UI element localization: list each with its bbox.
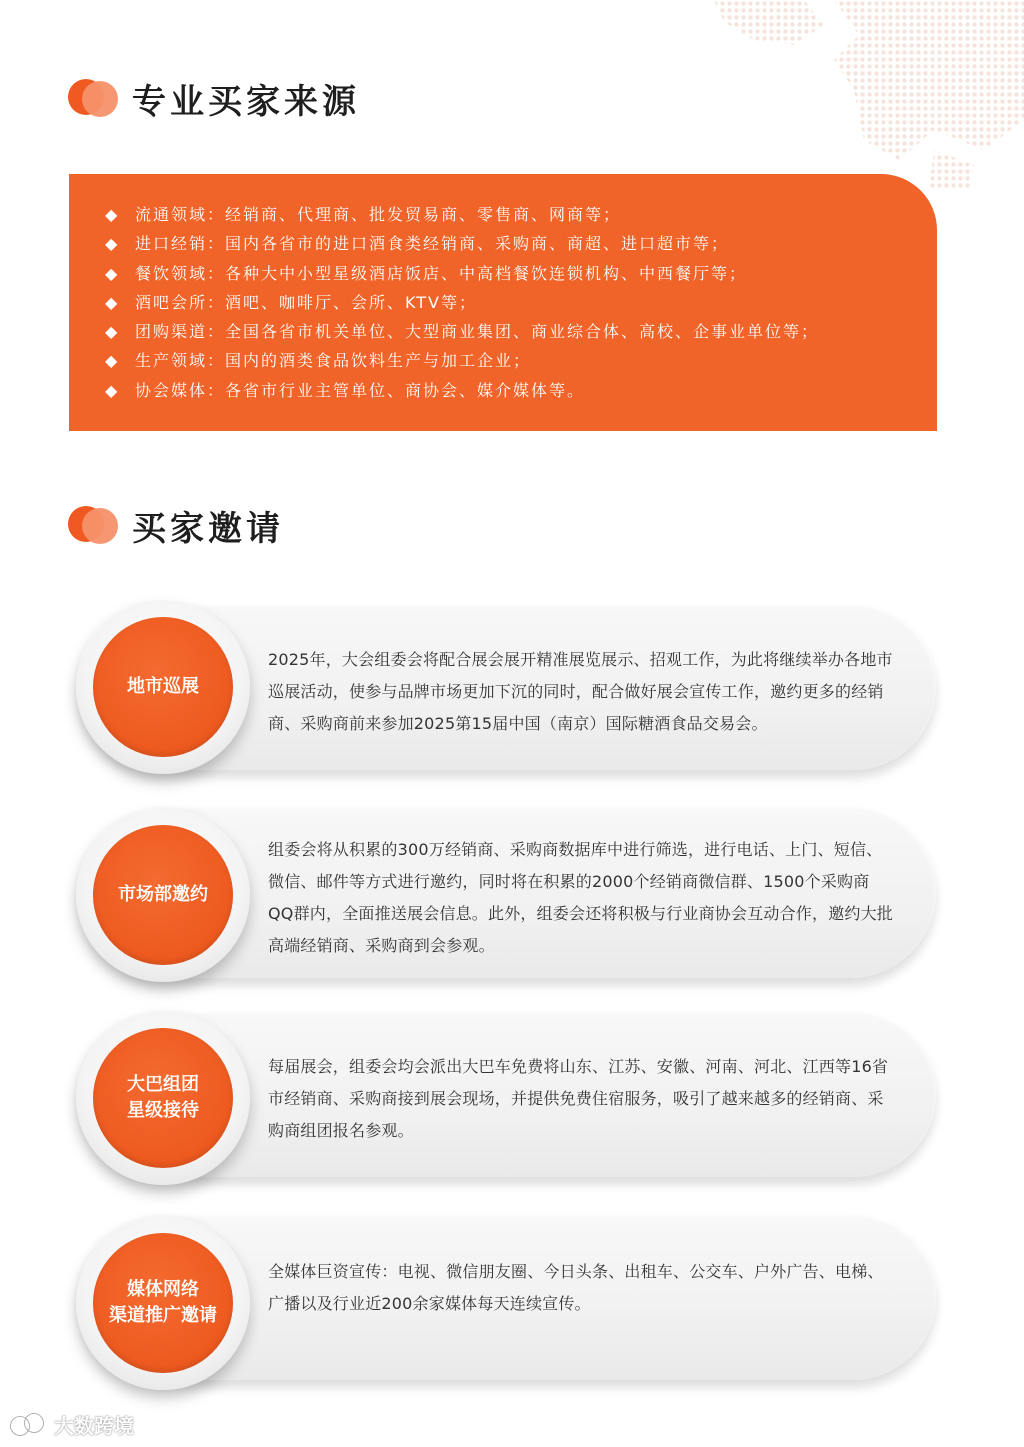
buyer-sources-panel <box>69 174 937 431</box>
section-dots-icon <box>68 75 120 121</box>
invite-card-bus-group-reception <box>70 1011 936 1177</box>
badge-circle <box>93 1028 233 1168</box>
diamond-bullet-icon: ◆ <box>105 380 120 400</box>
watermark <box>10 1410 134 1439</box>
list-item: ◆ 协会媒体：各省市行业主管单位、商协会、媒介媒体等。 <box>135 376 937 405</box>
badge-ring <box>76 600 250 774</box>
badge-circle <box>93 825 233 965</box>
card-description: 组委会将从积累的300万经销商、采购商数据库中进行筛选，进行电话、上门、短信、微信、邮件等方式进行邀约，同时将在积累的2000个经销商微信群、1500个采购商QQ群内，全面推送展会信息。此外，组委会还将积极与行业商协会互动合作，邀约大批高端经销商、采购商到会参观。 <box>268 840 893 955</box>
diamond-bullet-icon: ◆ <box>105 351 120 371</box>
buyer-sources-list <box>69 174 937 405</box>
badge-label: 市场部邀约 <box>118 884 208 905</box>
list-item: ◆ 进口经销：国内各省市的进口酒食类经销商、采购商、商超、进口超市等； <box>135 229 937 258</box>
invite-card-marketing-invitation <box>70 806 936 978</box>
list-item: ◆ 酒吧会所：酒吧、咖啡厅、会所、KTV等； <box>135 288 937 317</box>
diamond-bullet-icon: ◆ <box>105 263 120 283</box>
section-header-buyer-sources <box>68 68 360 128</box>
badge-ring <box>76 808 250 982</box>
list-item: ◆ 流通领域：经销商、代理商、批发贸易商、零售商、网商等； <box>135 200 937 229</box>
card-description: 2025年，大会组委会将配合展会展开精准展览展示、招观工作，为此将继续举办各地市巡展活动，使参与品牌市场更加下沉的同时，配合做好展会宣传工作，邀约更多的经销商、采购商前来参加2025第15届中国（南京）国际糖酒食品交易会。 <box>268 650 893 733</box>
list-item: ◆ 生产领域：国内的酒类食品饮料生产与加工企业； <box>135 346 937 375</box>
badge-label: 大巴组团 星级接待 <box>127 1074 199 1121</box>
section-header-buyer-invitation <box>68 495 284 555</box>
world-map-decoration <box>684 0 1024 190</box>
invite-card-media-promotion <box>70 1214 936 1380</box>
diamond-bullet-icon: ◆ <box>105 292 120 312</box>
invite-card-city-roadshow <box>70 604 936 770</box>
badge-ring <box>76 1011 250 1185</box>
badge-ring <box>76 1216 250 1390</box>
badge-label: 媒体网络 渠道推广邀请 <box>109 1279 217 1326</box>
diamond-bullet-icon: ◆ <box>105 322 120 342</box>
section-dots-icon <box>68 502 120 548</box>
badge-circle <box>93 1233 233 1373</box>
watermark-text: 大数跨境 <box>54 1414 134 1438</box>
badge-circle <box>93 617 233 757</box>
diamond-bullet-icon: ◆ <box>105 205 120 224</box>
section-title: 买家邀请 <box>132 508 284 549</box>
card-description: 每届展会，组委会均会派出大巴车免费将山东、江苏、安徽、河南、河北、江西等16省市经销商、采购商接到展会现场，并提供免费住宿服务，吸引了越来越多的经销商、采购商组团报名参观。 <box>268 1057 889 1140</box>
watermark-logo-icon <box>10 1412 50 1438</box>
diamond-bullet-icon: ◆ <box>105 234 120 254</box>
section-title: 专业买家来源 <box>132 81 360 122</box>
list-item: ◆ 餐饮领域：各种大中小型星级酒店饭店、中高档餐饮连锁机构、中西餐厅等； <box>135 259 937 288</box>
badge-label: 地市巡展 <box>127 676 199 697</box>
card-description: 全媒体巨资宣传：电视、微信朋友圈、今日头条、出租车、公交车、户外广告、电梯、广播以及行业近200余家媒体每天连续宣传。 <box>268 1262 884 1313</box>
list-item: ◆ 团购渠道：全国各省市机关单位、大型商业集团、商业综合体、高校、企事业单位等； <box>135 317 937 346</box>
